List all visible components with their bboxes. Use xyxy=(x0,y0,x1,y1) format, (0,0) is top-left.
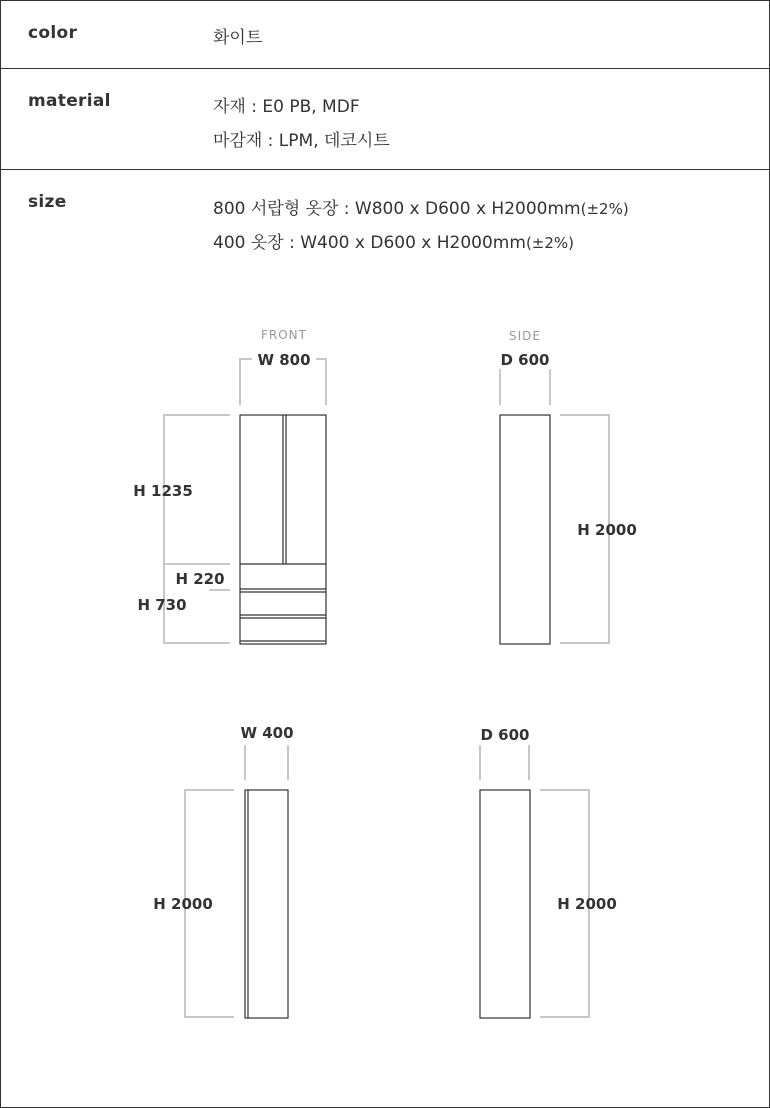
size-line-2-text: 400 옷장 : W400 x D600 x H2000mm xyxy=(213,233,526,253)
height-1235-label: H 1235 xyxy=(133,482,193,500)
height-220-label: H 220 xyxy=(175,570,225,588)
size-line-2-tolerance: (±2%) xyxy=(525,234,575,252)
material-line-1: 자재 : E0 PB, MDF xyxy=(213,97,360,117)
height-2000-label: H 2000 xyxy=(577,521,637,539)
cabinet-800-front-outline xyxy=(240,415,326,644)
side-800-dimension-lines xyxy=(500,369,609,643)
height-2000-label: H 2000 xyxy=(557,895,617,913)
front-view-label: FRONT xyxy=(261,328,307,342)
width-800-label: W 800 xyxy=(257,351,311,369)
cabinet-400-side-view xyxy=(480,726,617,1018)
side-view-label: SIDE xyxy=(509,329,541,343)
material-label: material xyxy=(28,91,111,111)
width-400-label: W 400 xyxy=(240,724,294,742)
width-800-dimension-line xyxy=(164,359,326,643)
dimension-drawings xyxy=(1,1,769,1107)
cabinet-400-front-view xyxy=(153,724,293,1018)
side-400-dimension-lines xyxy=(480,745,589,1017)
front-400-dimension-lines xyxy=(185,745,288,1017)
cabinet-800-side-view xyxy=(500,329,637,644)
size-line-1-tolerance: (±2%) xyxy=(580,200,629,218)
cabinet-400-front-outline xyxy=(245,790,288,1018)
depth-600-label: D 600 xyxy=(500,351,550,369)
cabinet-800-side-outline xyxy=(500,415,550,644)
color-label: color xyxy=(28,23,78,43)
height-730-label: H 730 xyxy=(137,596,187,614)
depth-600-label: D 600 xyxy=(480,726,530,744)
cabinet-400-side-outline xyxy=(480,790,530,1018)
cabinet-800-front-view xyxy=(133,328,326,644)
size-line-1-text: 800 서랍형 옷장 : W800 x D600 x H2000mm xyxy=(213,199,581,219)
height-2000-label: H 2000 xyxy=(153,895,213,913)
material-line-2: 마감재 : LPM, 데코시트 xyxy=(213,131,390,151)
size-label: size xyxy=(28,192,67,212)
color-value: 화이트 xyxy=(213,28,263,48)
